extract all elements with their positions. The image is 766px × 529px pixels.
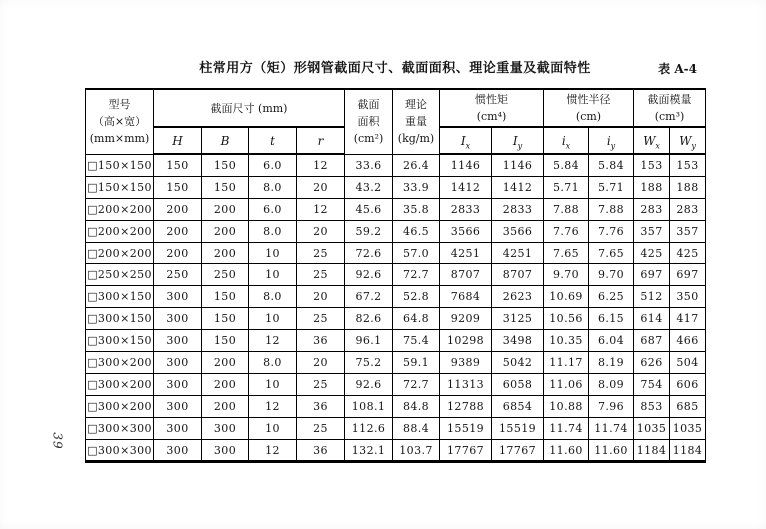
value-cell: 8707 — [440, 264, 492, 286]
value-cell: 1146 — [440, 154, 492, 176]
model-cell: □300×150 — [86, 308, 154, 330]
value-cell: 72.6 — [345, 242, 393, 264]
value-cell: 300 — [154, 373, 202, 395]
col-ix: $i_x$ — [544, 127, 589, 154]
title-row — [85, 56, 705, 82]
table-row — [86, 264, 706, 286]
value-cell: 12 — [249, 395, 297, 417]
col-header-area: 截面 面积 (cm²) — [345, 89, 393, 154]
value-cell: 12 — [297, 198, 345, 220]
value-cell: 2833 — [440, 198, 492, 220]
value-cell: 3498 — [492, 330, 544, 352]
value-cell: 8.0 — [249, 176, 297, 198]
value-cell: 35.8 — [393, 198, 440, 220]
col-header-dimensions: 截面尺寸 (mm) — [154, 89, 345, 127]
value-cell: 33.6 — [345, 154, 393, 176]
value-cell: 300 — [154, 417, 202, 439]
value-cell: 3566 — [440, 220, 492, 242]
value-cell: 300 — [154, 352, 202, 374]
value-cell: 36 — [297, 330, 345, 352]
value-cell: 1412 — [440, 176, 492, 198]
value-cell: 43.2 — [345, 176, 393, 198]
model-cell: □250×250 — [86, 264, 154, 286]
value-cell: 45.6 — [345, 198, 393, 220]
value-cell: 200 — [154, 198, 202, 220]
table-row — [86, 439, 706, 462]
model-cell: □150×150 — [86, 176, 154, 198]
value-cell: 8.0 — [249, 286, 297, 308]
value-cell: 6.25 — [589, 286, 634, 308]
value-cell: 11.74 — [544, 417, 589, 439]
value-cell: 6.04 — [589, 330, 634, 352]
value-cell: 357 — [634, 220, 670, 242]
value-cell: 59.1 — [393, 352, 440, 374]
table-row — [86, 220, 706, 242]
value-cell: 300 — [202, 417, 249, 439]
col-header-weight: 理论 重量 (kg/m) — [393, 89, 440, 154]
value-cell: 357 — [670, 220, 706, 242]
value-cell: 25 — [297, 308, 345, 330]
value-cell: 59.2 — [345, 220, 393, 242]
value-cell: 9.70 — [544, 264, 589, 286]
col-header-radius: 惯性半径 (cm) — [544, 89, 634, 127]
value-cell: 15519 — [440, 417, 492, 439]
value-cell: 20 — [297, 220, 345, 242]
value-cell: 300 — [154, 308, 202, 330]
value-cell: 300 — [154, 330, 202, 352]
value-cell: 7.76 — [589, 220, 634, 242]
model-cell: □300×150 — [86, 330, 154, 352]
value-cell: 92.6 — [345, 264, 393, 286]
value-cell: 1035 — [670, 417, 706, 439]
value-cell: 200 — [202, 395, 249, 417]
value-cell: 5.71 — [589, 176, 634, 198]
value-cell: 12 — [297, 154, 345, 176]
table-row — [86, 395, 706, 417]
col-header-inertia: 惯性矩 (cm⁴) — [440, 89, 544, 127]
header-group-row — [86, 89, 706, 127]
value-cell: 20 — [297, 176, 345, 198]
value-cell: 200 — [202, 242, 249, 264]
value-cell: 283 — [634, 198, 670, 220]
value-cell: 103.7 — [393, 439, 440, 462]
value-cell: 200 — [202, 373, 249, 395]
value-cell: 10 — [249, 242, 297, 264]
value-cell: 10 — [249, 264, 297, 286]
value-cell: 614 — [634, 308, 670, 330]
col-iy: $i_y$ — [589, 127, 634, 154]
value-cell: 6058 — [492, 373, 544, 395]
value-cell: 20 — [297, 352, 345, 374]
value-cell: 150 — [202, 176, 249, 198]
value-cell: 11.17 — [544, 352, 589, 374]
value-cell: 10 — [249, 373, 297, 395]
value-cell: 33.9 — [393, 176, 440, 198]
value-cell: 153 — [670, 154, 706, 176]
value-cell: 626 — [634, 352, 670, 374]
value-cell: 84.8 — [393, 395, 440, 417]
col-t: t — [249, 127, 297, 154]
model-cell: □150×150 — [86, 154, 154, 176]
value-cell: 1184 — [634, 439, 670, 462]
value-cell: 10.88 — [544, 395, 589, 417]
value-cell: 8707 — [492, 264, 544, 286]
value-cell: 5.71 — [544, 176, 589, 198]
model-cell: □300×200 — [86, 373, 154, 395]
value-cell: 10298 — [440, 330, 492, 352]
col-Ix: $I_x$ — [440, 127, 492, 154]
value-cell: 512 — [634, 286, 670, 308]
value-cell: 7684 — [440, 286, 492, 308]
value-cell: 25 — [297, 242, 345, 264]
value-cell: 8.0 — [249, 220, 297, 242]
value-cell: 685 — [670, 395, 706, 417]
value-cell: 6.15 — [589, 308, 634, 330]
value-cell: 300 — [154, 395, 202, 417]
value-cell: 17767 — [440, 439, 492, 462]
value-cell: 283 — [670, 198, 706, 220]
value-cell: 46.5 — [393, 220, 440, 242]
value-cell: 2833 — [492, 198, 544, 220]
value-cell: 5.84 — [589, 154, 634, 176]
value-cell: 11.74 — [589, 417, 634, 439]
value-cell: 853 — [634, 395, 670, 417]
value-cell: 200 — [202, 352, 249, 374]
value-cell: 150 — [202, 154, 249, 176]
value-cell: 300 — [154, 439, 202, 462]
value-cell: 2623 — [492, 286, 544, 308]
value-cell: 36 — [297, 395, 345, 417]
value-cell: 200 — [154, 220, 202, 242]
value-cell: 3566 — [492, 220, 544, 242]
value-cell: 7.65 — [589, 242, 634, 264]
value-cell: 36 — [297, 439, 345, 462]
table-row — [86, 352, 706, 374]
page-number: 39 — [51, 432, 65, 450]
value-cell: 9389 — [440, 352, 492, 374]
table-row — [86, 242, 706, 264]
value-cell: 72.7 — [393, 373, 440, 395]
value-cell: 7.88 — [544, 198, 589, 220]
value-cell: 7.96 — [589, 395, 634, 417]
model-cell: □300×200 — [86, 352, 154, 374]
table-row — [86, 154, 706, 176]
value-cell: 5.84 — [544, 154, 589, 176]
value-cell: 9209 — [440, 308, 492, 330]
table-row — [86, 330, 706, 352]
value-cell: 10 — [249, 417, 297, 439]
value-cell: 188 — [670, 176, 706, 198]
value-cell: 250 — [202, 264, 249, 286]
value-cell: 425 — [634, 242, 670, 264]
value-cell: 200 — [202, 198, 249, 220]
value-cell: 72.7 — [393, 264, 440, 286]
value-cell: 7.88 — [589, 198, 634, 220]
value-cell: 754 — [634, 373, 670, 395]
value-cell: 697 — [670, 264, 706, 286]
value-cell: 3125 — [492, 308, 544, 330]
value-cell: 64.8 — [393, 308, 440, 330]
model-cell: □200×200 — [86, 220, 154, 242]
value-cell: 12788 — [440, 395, 492, 417]
value-cell: 7.76 — [544, 220, 589, 242]
value-cell: 26.4 — [393, 154, 440, 176]
model-cell: □300×300 — [86, 439, 154, 462]
table-row — [86, 198, 706, 220]
value-cell: 9.70 — [589, 264, 634, 286]
value-cell: 108.1 — [345, 395, 393, 417]
value-cell: 150 — [202, 330, 249, 352]
value-cell: 4251 — [492, 242, 544, 264]
value-cell: 11.60 — [544, 439, 589, 462]
value-cell: 25 — [297, 417, 345, 439]
value-cell: 697 — [634, 264, 670, 286]
section-properties-table — [85, 88, 706, 463]
model-cell: □300×150 — [86, 286, 154, 308]
value-cell: 10.35 — [544, 330, 589, 352]
value-cell: 52.8 — [393, 286, 440, 308]
value-cell: 10 — [249, 308, 297, 330]
value-cell: 466 — [670, 330, 706, 352]
value-cell: 11.60 — [589, 439, 634, 462]
value-cell: 200 — [202, 220, 249, 242]
table-row — [86, 286, 706, 308]
table-row — [86, 373, 706, 395]
value-cell: 75.4 — [393, 330, 440, 352]
value-cell: 150 — [202, 308, 249, 330]
value-cell: 200 — [154, 242, 202, 264]
value-cell: 6854 — [492, 395, 544, 417]
value-cell: 6.0 — [249, 198, 297, 220]
value-cell: 150 — [202, 286, 249, 308]
value-cell: 417 — [670, 308, 706, 330]
value-cell: 20 — [297, 286, 345, 308]
value-cell: 11313 — [440, 373, 492, 395]
model-cell: □300×300 — [86, 417, 154, 439]
col-r: r — [297, 127, 345, 154]
col-H: H — [154, 127, 202, 154]
value-cell: 350 — [670, 286, 706, 308]
model-cell: □300×200 — [86, 395, 154, 417]
value-cell: 10.69 — [544, 286, 589, 308]
value-cell: 153 — [634, 154, 670, 176]
value-cell: 6.0 — [249, 154, 297, 176]
value-cell: 12 — [249, 439, 297, 462]
value-cell: 1035 — [634, 417, 670, 439]
value-cell: 150 — [154, 154, 202, 176]
value-cell: 57.0 — [393, 242, 440, 264]
value-cell: 25 — [297, 264, 345, 286]
value-cell: 12 — [249, 330, 297, 352]
value-cell: 17767 — [492, 439, 544, 462]
value-cell: 425 — [670, 242, 706, 264]
value-cell: 88.4 — [393, 417, 440, 439]
value-cell: 687 — [634, 330, 670, 352]
table-body — [86, 154, 706, 462]
value-cell: 8.0 — [249, 352, 297, 374]
value-cell: 5042 — [492, 352, 544, 374]
page-title: 柱常用方（矩）形钢管截面尺寸、截面面积、理论重量及截面特性 — [199, 61, 591, 76]
value-cell: 7.65 — [544, 242, 589, 264]
model-cell: □200×200 — [86, 242, 154, 264]
value-cell: 504 — [670, 352, 706, 374]
value-cell: 96.1 — [345, 330, 393, 352]
value-cell: 75.2 — [345, 352, 393, 374]
table-row — [86, 308, 706, 330]
value-cell: 606 — [670, 373, 706, 395]
value-cell: 132.1 — [345, 439, 393, 462]
value-cell: 92.6 — [345, 373, 393, 395]
value-cell: 188 — [634, 176, 670, 198]
col-header-model: 型号 （高×宽） (mm×mm) — [86, 89, 154, 154]
value-cell: 82.6 — [345, 308, 393, 330]
col-header-modulus: 截面模量 (cm³) — [634, 89, 706, 127]
model-cell: □200×200 — [86, 198, 154, 220]
table-row — [86, 417, 706, 439]
value-cell: 8.09 — [589, 373, 634, 395]
table-row — [86, 176, 706, 198]
value-cell: 150 — [154, 176, 202, 198]
value-cell: 250 — [154, 264, 202, 286]
value-cell: 25 — [297, 373, 345, 395]
value-cell: 11.06 — [544, 373, 589, 395]
value-cell: 8.19 — [589, 352, 634, 374]
value-cell: 4251 — [440, 242, 492, 264]
value-cell: 300 — [202, 439, 249, 462]
value-cell: 67.2 — [345, 286, 393, 308]
col-Wy: $W_y$ — [670, 127, 706, 154]
value-cell: 1184 — [670, 439, 706, 462]
col-B: B — [202, 127, 249, 154]
col-Iy: $I_y$ — [492, 127, 544, 154]
value-cell: 1146 — [492, 154, 544, 176]
value-cell: 300 — [154, 286, 202, 308]
value-cell: 1412 — [492, 176, 544, 198]
col-Wx: $W_x$ — [634, 127, 670, 154]
value-cell: 112.6 — [345, 417, 393, 439]
value-cell: 15519 — [492, 417, 544, 439]
table-number-label: 表 A-4 — [658, 62, 697, 76]
value-cell: 10.56 — [544, 308, 589, 330]
